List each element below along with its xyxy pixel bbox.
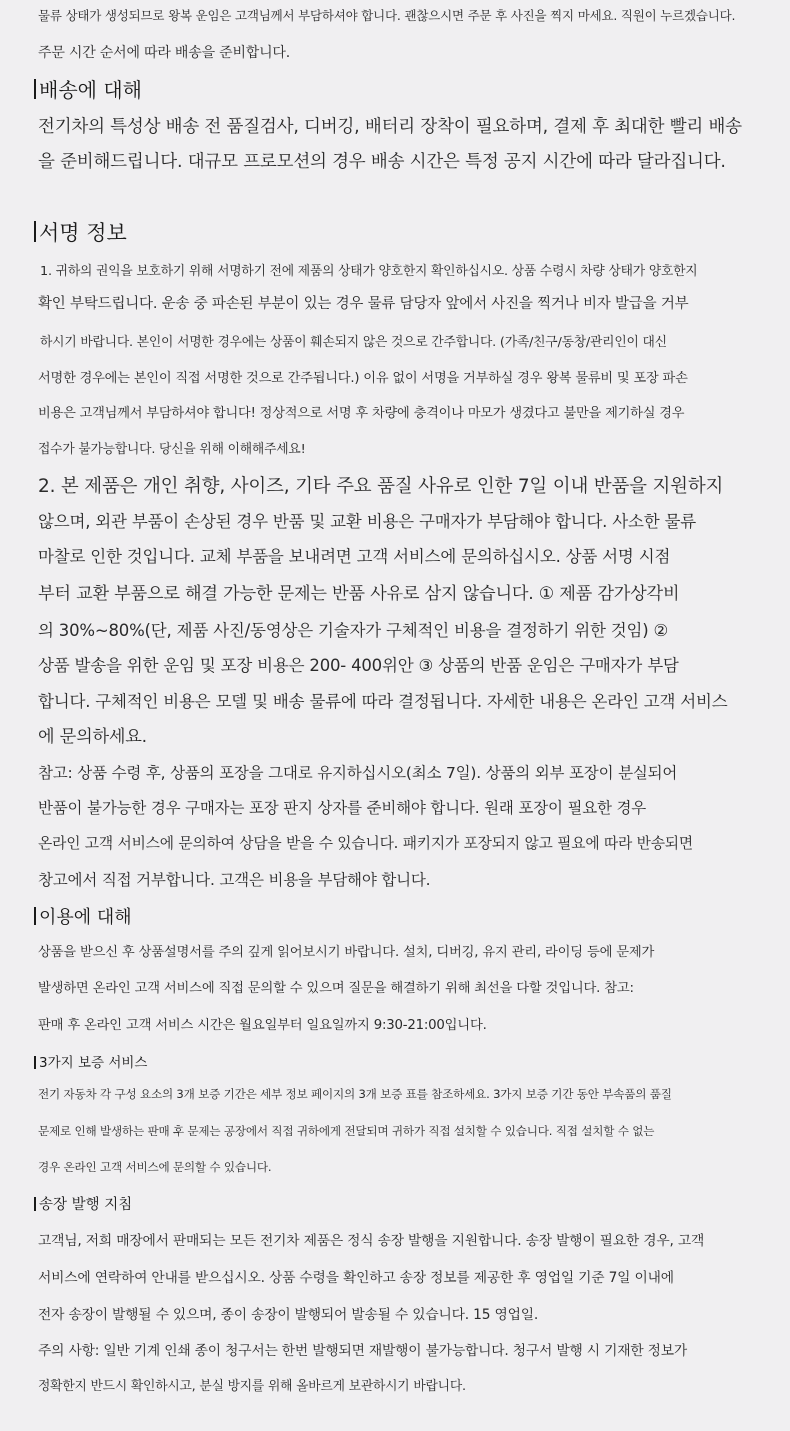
warranty-line: 경우 온라인 고객 서비스에 문의할 수 있습니다. (38, 1160, 272, 1174)
invoice-line: 고객님, 저희 매장에서 판매되는 모든 전기차 제품은 정식 송장 발행을 지원합니다. 송장 발행이 필요한 경우, 고객 (38, 1233, 705, 1249)
usage-line: 판매 후 온라인 고객 서비스 시간은 월요일부터 일요일까지 9:30-21:00입니다. (38, 1018, 487, 1033)
signature-item2-line: 의 30%~80%(단, 제품 사진/동영상은 기술자가 구체적인 비용을 결정하기 위한 것임) ② (38, 621, 669, 640)
warranty-line: 전기 자동차 각 구성 요소의 3개 보증 기간은 세부 정보 페이지의 3개 보증 표를 참조하세요. 3가지 보증 기간 동안 부속품의 품질 (38, 1087, 672, 1101)
warranty-line: 문제로 인해 발생하는 판매 후 문제는 공장에서 직접 귀하에게 전달되며 귀하가 직접 설치할 수 있습니다. 직접 설치할 수 없는 (38, 1124, 655, 1138)
intro-line: 주문 시간 순서에 따라 배송을 준비합니다. (38, 45, 291, 61)
signature-note-line: 창고에서 직접 거부합니다. 고객은 비용을 부담해야 합니다. (38, 871, 431, 889)
signature-item2-line: 합니다. 구체적인 비용은 모델 및 배송 물류에 따라 결정됩니다. 자세한 내용은 온라인 고객 서비스 (38, 692, 728, 711)
heading-bar (34, 79, 36, 99)
shipping-line: 을 준비해드립니다. 대규모 프로모션의 경우 배송 시간은 특정 공지 시간에 따라 달라집니다. (38, 152, 726, 172)
section-title: 배송에 대해 (39, 78, 142, 102)
signature-item2-line: 에 문의하세요. (38, 727, 147, 747)
section-title: 3가지 보증 서비스 (39, 1055, 148, 1071)
invoice-line: 주의 사항: 일반 기계 인쇄 종이 청구서는 한번 발행되면 재발행이 불가능합니다. 청구서 발행 시 기재한 정보가 (38, 1343, 688, 1359)
signature-item1-line: 비용은 고객님께서 부담하셔야 합니다! 정상적으로 서명 후 차량에 충격이나 마모가 생겼다고 불만을 제기하실 경우 (38, 406, 685, 421)
invoice-line: 전자 송장이 발행될 수 있으며, 종이 송장이 발행되어 발송될 수 있습니다. 15 영업일. (38, 1307, 539, 1323)
section-heading-shipping (34, 74, 142, 103)
heading-bar (34, 907, 36, 925)
signature-item2-line: 마찰로 인한 것입니다. 교체 부품을 보내려면 고객 서비스에 문의하십시오. 상품 서명 시점 (38, 547, 671, 566)
shipping-line: 전기차의 특성상 배송 전 품질검사, 디버깅, 배터리 장착이 필요하며, 결제 후 최대한 빨리 배송 (38, 117, 742, 137)
heading-bar (34, 1197, 36, 1211)
usage-line: 상품을 받으신 후 상품설명서를 주의 깊게 읽어보시기 바랍니다. 설치, 디버깅, 유지 관리, 라이딩 등에 문제가 (38, 945, 655, 960)
signature-item1-line: 하시기 바랍니다. 본인이 서명한 경우에는 상품이 훼손되지 않은 것으로 간주합니다. (가족/친구/동창/관리인이 대신 (40, 335, 667, 350)
section-heading-usage (34, 903, 132, 929)
signature-item2-line: 부터 교환 부품으로 해결 가능한 문제는 반품 사유로 삼지 않습니다. ① 제품 감가상각비 (38, 584, 680, 604)
section-title: 서명 정보 (39, 221, 127, 245)
signature-note-line: 반품이 불가능한 경우 구매자는 포장 판지 상자를 준비해야 합니다. 원래 포장이 필요한 경우 (38, 799, 647, 817)
signature-note-line: 온라인 고객 서비스에 문의하여 상담을 받을 수 있습니다. 패키지가 포장되지 않고 필요에 따라 반송되면 (38, 835, 693, 852)
section-heading-warranty (34, 1051, 147, 1071)
heading-bar (34, 1056, 36, 1069)
section-title: 송장 발행 지침 (39, 1197, 133, 1213)
signature-item1-line: 확인 부탁드립니다. 운송 중 파손된 부분이 있는 경우 물류 담당자 앞에서 사진을 찍거나 비자 발급을 거부 (38, 296, 689, 312)
intro-line: 물류 상태가 생성되므로 왕복 운임은 고객님께서 부담하셔야 합니다. 괜찮으시면 주문 후 사진을 찍지 마세요. 직원이 누르겠습니다. (38, 8, 736, 23)
section-title: 이용에 대해 (39, 907, 132, 928)
section-heading-signature (34, 217, 127, 247)
invoice-line: 정확한지 반드시 확인하시고, 분실 방지를 위해 올바르게 보관하시기 바랍니다. (38, 1379, 466, 1394)
invoice-line: 서비스에 연락하여 안내를 받으십시오. 상품 수령을 확인하고 송장 정보를 제공한 후 영업일 기준 7일 이내에 (38, 1270, 674, 1286)
signature-item1-line: 접수가 불가능합니다. 당신을 위해 이해해주세요! (38, 442, 306, 457)
signature-item2-line: 않으며, 외관 부품이 손상된 경우 반품 및 교환 비용은 구매자가 부담해야 합니다. 사소한 물류 (38, 512, 697, 531)
section-heading-invoice (34, 1193, 132, 1214)
signature-note-line: 참고: 상품 수령 후, 상품의 포장을 그대로 유지하십시오(최소 7일). 상품의 외부 포장이 분실되어 (38, 764, 678, 782)
signature-item1-line: 1. 귀하의 권익을 보호하기 위해 서명하기 전에 제품의 상태가 양호한지 확인하십시오. 상품 수령시 차량 상태가 양호한지 (40, 264, 698, 279)
signature-item2-line: 상품 발송을 위한 운임 및 포장 비용은 200- 400위안 ③ 상품의 반품 운임은 구매자가 부담 (38, 656, 679, 675)
signature-item1-line: 서명한 경우에는 본인이 직접 서명한 것으로 간주됩니다.) 이유 없이 서명을 거부하실 경우 왕복 물류비 및 포장 파손 (38, 371, 688, 386)
usage-line: 발생하면 온라인 고객 서비스에 직접 문의할 수 있으며 질문을 해결하기 위해 최선을 다할 것입니다. 참고: (38, 981, 634, 996)
signature-item2-line: 2. 본 제품은 개인 취향, 사이즈, 기타 주요 품질 사유로 인한 7일 이내 반품을 지원하지 (38, 476, 724, 497)
heading-bar (34, 221, 36, 242)
